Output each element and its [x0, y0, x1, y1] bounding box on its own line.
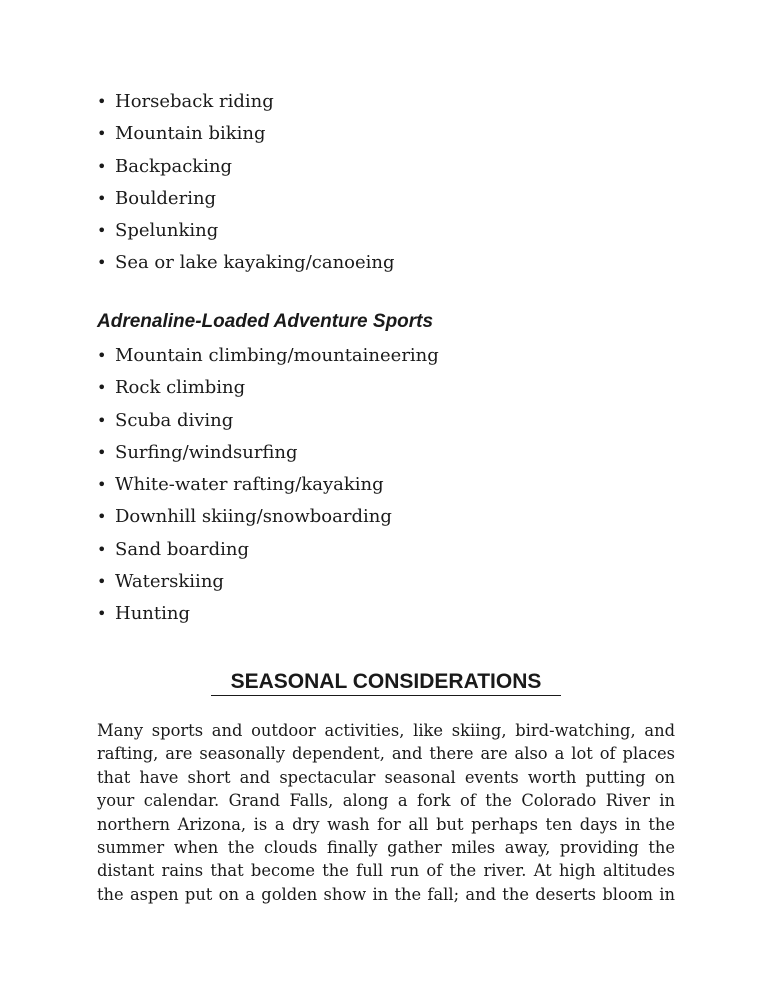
- list-item: [97, 118, 395, 150]
- bullet-icon: •: [97, 221, 107, 241]
- list-item-text: Scuba diving: [115, 409, 234, 431]
- bullet-icon: •: [97, 410, 107, 430]
- list-item-text: Backpacking: [115, 155, 233, 177]
- list-item: [97, 215, 395, 247]
- paragraph-line: that have short and spectacular seasonal events worth putting on: [97, 767, 675, 787]
- bullet-icon: •: [97, 124, 107, 144]
- list-item: [97, 469, 439, 501]
- bullet-icon: •: [97, 442, 107, 462]
- bullet-icon: •: [97, 604, 107, 624]
- list-item-text: Horseback riding: [115, 91, 274, 112]
- bullet-icon: •: [97, 156, 107, 176]
- list-item: [97, 437, 439, 469]
- list-item: [97, 151, 395, 183]
- section-title: SEASONAL CONSIDERATIONS: [211, 670, 561, 696]
- list-item-text: White-water rafting/kayaking: [115, 474, 384, 496]
- adventure-sports-list: [97, 340, 439, 631]
- list-item-text: Rock climbing: [115, 377, 246, 399]
- bullet-icon: •: [97, 92, 107, 111]
- paragraph-line: summer when the clouds finally gather miles away, providing the: [97, 838, 675, 858]
- list-item: [97, 247, 395, 279]
- bullet-icon: •: [97, 507, 107, 527]
- list-item-text: Mountain biking: [115, 123, 266, 145]
- list-item-text: Sea or lake kayaking/canoeing: [115, 252, 395, 274]
- bullet-icon: •: [97, 378, 107, 398]
- list-item: [97, 372, 439, 404]
- list-item-text: Spelunking: [115, 220, 219, 242]
- list-item: [97, 566, 439, 598]
- subsection-heading: Adrenaline-Loaded Adventure Sports: [97, 311, 434, 332]
- paragraph-line: Many sports and outdoor activities, like skiing, bird-watching, and: [97, 721, 675, 740]
- paragraph-line: your calendar. Grand Falls, along a fork of the Colorado River in: [97, 791, 675, 811]
- list-item: [97, 598, 439, 630]
- activity-list: [97, 86, 395, 280]
- bullet-icon: •: [97, 188, 107, 208]
- list-item: [97, 501, 439, 533]
- bullet-icon: •: [97, 253, 107, 273]
- paragraph-line: the aspen put on a golden show in the fall; and the deserts bloom in: [97, 884, 675, 904]
- list-item-text: Mountain climbing/mountaineering: [115, 345, 439, 366]
- list-item-text: Downhill skiing/snowboarding: [115, 506, 392, 528]
- paragraph-line: northern Arizona, is a dry wash for all but perhaps ten days in the: [97, 814, 675, 834]
- list-item-text: Hunting: [115, 603, 190, 625]
- body-paragraph: [97, 719, 675, 906]
- list-item-text: Sand boarding: [115, 538, 249, 560]
- bullet-icon: •: [97, 346, 107, 365]
- bullet-icon: •: [97, 539, 107, 559]
- list-item-text: Waterskiing: [115, 571, 224, 593]
- list-item: [97, 86, 395, 118]
- list-item: [97, 183, 395, 215]
- paragraph-line: rafting, are seasonally dependent, and there are also a lot of places: [97, 744, 675, 764]
- bullet-icon: •: [97, 475, 107, 495]
- paragraph-line: distant rains that become the full run of the river. At high altitudes: [97, 861, 675, 881]
- list-item: [97, 534, 439, 566]
- bullet-icon: •: [97, 572, 107, 592]
- list-item: [97, 340, 439, 372]
- list-item: [97, 405, 439, 437]
- list-item-text: Bouldering: [115, 187, 217, 209]
- list-item-text: Surfing/windsurfing: [115, 441, 298, 463]
